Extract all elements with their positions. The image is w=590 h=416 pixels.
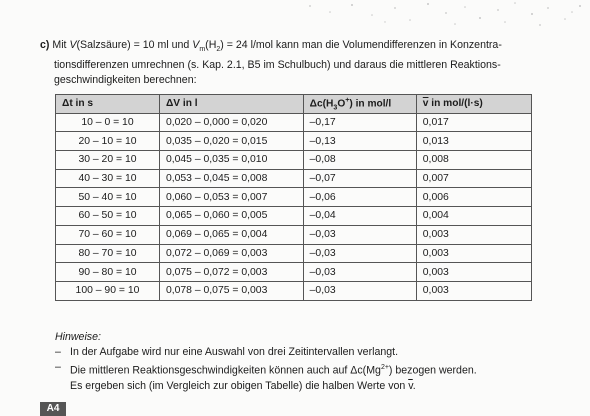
cell-delta-t: 100 – 90 = 10 xyxy=(56,281,160,300)
task-line1: Mit V(Salzsäure) = 10 ml und $V_m(H_2) = 24$ l/mol kann man die Volumendifferenzen in Konzentra- xyxy=(52,39,502,54)
table-row xyxy=(56,263,532,282)
task-line2: tionsdifferenzen umrechnen (s. Kap. 2.1, B5 im Schulbuch) und daraus die mittleren Reaktions- xyxy=(54,58,501,71)
cell-delta-c: –0,07 xyxy=(303,169,416,188)
cell-delta-c: –0,03 xyxy=(303,281,416,300)
cell-delta-t: 50 – 40 = 10 xyxy=(56,188,160,207)
cell-delta-v: 0,072 – 0,069 = 0,003 xyxy=(159,244,303,263)
cell-delta-c: –0,06 xyxy=(303,188,416,207)
cell-rate: 0,003 xyxy=(416,244,531,263)
header-delta-v: ΔV in l xyxy=(159,95,303,114)
cell-delta-c: –0,13 xyxy=(303,132,416,151)
cell-rate: 0,013 xyxy=(416,132,531,151)
cell-rate: 0,017 xyxy=(416,113,531,132)
cell-delta-c: –0,03 xyxy=(303,263,416,282)
decorative-speckle-pattern xyxy=(0,0,590,30)
cell-delta-v: 0,053 – 0,045 = 0,008 xyxy=(159,169,303,188)
cell-delta-c: –0,03 xyxy=(303,244,416,263)
cell-delta-t: 90 – 80 = 10 xyxy=(56,263,160,282)
page-number-badge: A4 xyxy=(40,402,66,416)
table-row xyxy=(56,188,532,207)
cell-delta-v: 0,078 – 0,075 = 0,003 xyxy=(159,281,303,300)
cell-rate: 0,006 xyxy=(416,188,531,207)
cell-rate: 0,003 xyxy=(416,225,531,244)
cell-delta-v: 0,060 – 0,053 = 0,007 xyxy=(159,188,303,207)
cell-delta-v: 0,035 – 0,020 = 0,015 xyxy=(159,132,303,151)
hint-item-2: – Die mittleren Reaktionsgeschwindigkeiten können auch auf $\Delta c(Mg^{2+})$ bezogen werden. Es ergeben sich (im Vergleich zur obigen Tabelle) die halben Werte von $\overline{v}$. xyxy=(55,361,477,392)
cell-delta-t: 40 – 30 = 10 xyxy=(56,169,160,188)
header-delta-t: Δt in s xyxy=(56,95,160,114)
cell-delta-c: –0,17 xyxy=(303,113,416,132)
table-row xyxy=(56,207,532,226)
cell-delta-c: –0,03 xyxy=(303,225,416,244)
table-row xyxy=(56,225,532,244)
task-line3: geschwindigkeiten berechnen: xyxy=(54,74,197,87)
table-row xyxy=(56,151,532,170)
cell-delta-t: 70 – 60 = 10 xyxy=(56,225,160,244)
cell-delta-v: 0,069 – 0,065 = 0,004 xyxy=(159,225,303,244)
cell-delta-v: 0,075 – 0,072 = 0,003 xyxy=(159,263,303,282)
cell-delta-v: 0,065 – 0,060 = 0,005 xyxy=(159,207,303,226)
rate-table xyxy=(55,94,532,301)
hints-section xyxy=(55,330,555,394)
task-label: c) xyxy=(40,39,50,51)
table-row xyxy=(56,132,532,151)
cell-delta-t: 20 – 10 = 10 xyxy=(56,132,160,151)
hints-title: Hinweise: xyxy=(55,331,101,343)
cell-delta-c: –0,08 xyxy=(303,151,416,170)
cell-delta-t: 30 – 20 = 10 xyxy=(56,151,160,170)
cell-rate: 0,008 xyxy=(416,151,531,170)
cell-delta-v: 0,020 – 0,000 = 0,020 xyxy=(159,113,303,132)
table-row xyxy=(56,169,532,188)
cell-delta-t: 80 – 70 = 10 xyxy=(56,244,160,263)
table-row xyxy=(56,244,532,263)
cell-delta-v: 0,045 – 0,035 = 0,010 xyxy=(159,151,303,170)
cell-rate: 0,003 xyxy=(416,281,531,300)
hint-item-1: – In der Aufgabe wird nur eine Auswahl von drei Zeitintervallen verlangt. xyxy=(55,346,399,358)
cell-rate: 0,004 xyxy=(416,207,531,226)
table-header-row xyxy=(56,95,532,114)
cell-delta-t: 10 – 0 = 10 xyxy=(56,113,160,132)
table-row xyxy=(56,281,532,300)
cell-delta-t: 60 – 50 = 10 xyxy=(56,207,160,226)
task-text xyxy=(40,38,560,89)
header-delta-c: $\Delta c(H_3O^+)$ in mol/l xyxy=(303,95,416,114)
cell-delta-c: –0,04 xyxy=(303,207,416,226)
header-rate: $\overline{v}$ in mol/(l·s) xyxy=(416,95,531,114)
cell-rate: 0,007 xyxy=(416,169,531,188)
cell-rate: 0,003 xyxy=(416,263,531,282)
table-row xyxy=(56,113,532,132)
